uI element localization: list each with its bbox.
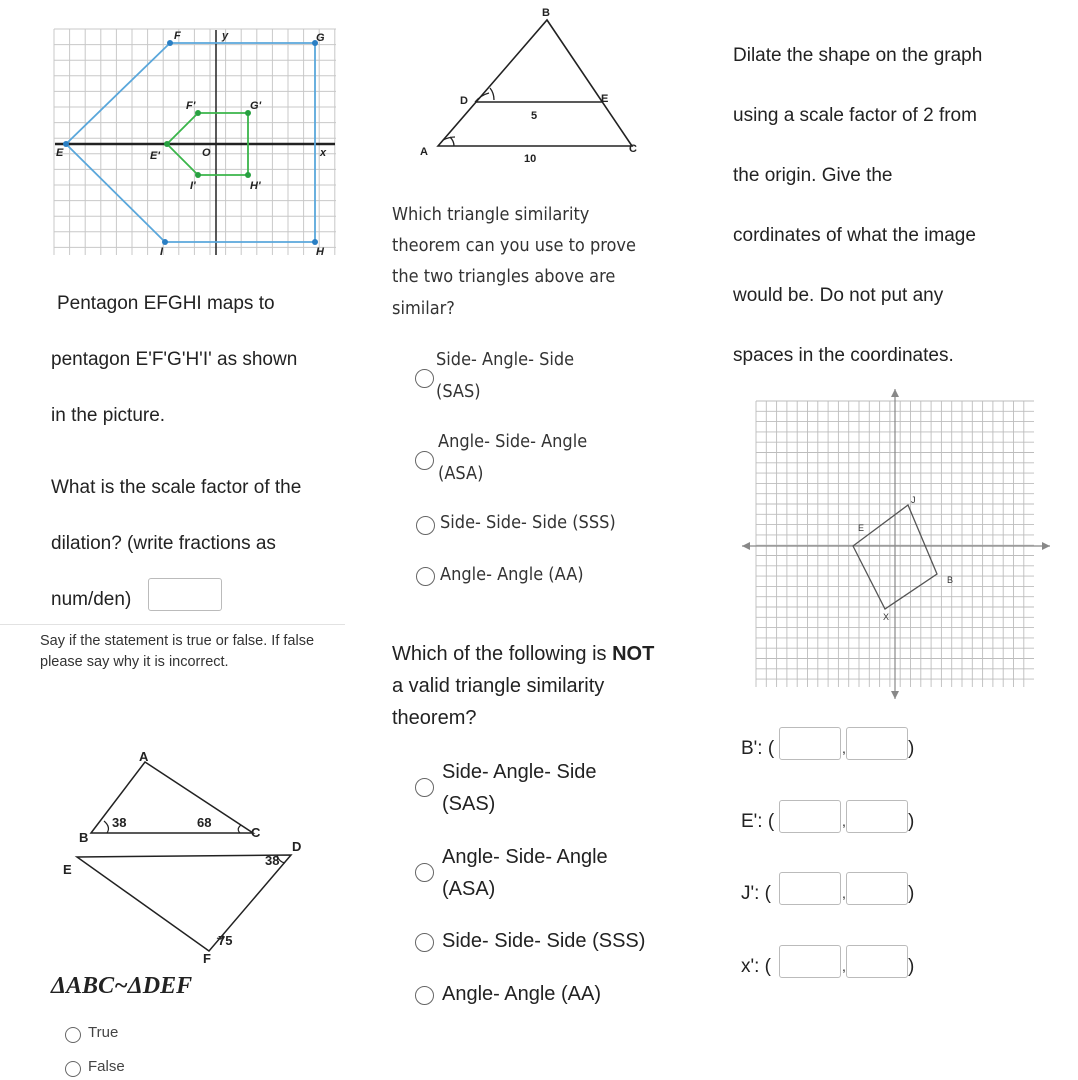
label-I: I (160, 246, 164, 258)
e-prime-x-input[interactable] (779, 800, 841, 833)
label-x: x (320, 147, 327, 159)
b-prime-close: ) (908, 738, 915, 759)
label-D: D (292, 839, 302, 854)
scale-factor-input[interactable] (148, 578, 222, 611)
q5-question-pre: Which of the following is (392, 643, 613, 665)
label-I-prime: I' (190, 180, 196, 192)
q2-option-sas-line1: Side- Angle- Side (436, 349, 575, 370)
q2-option-sss-radio[interactable] (416, 516, 435, 535)
b-prime-y-input[interactable] (846, 727, 908, 760)
label-F-prime: F' (186, 100, 196, 112)
true-label: True (88, 1024, 119, 1041)
angle-D-value: 38 (265, 853, 280, 868)
j-prime-label: J': ( (741, 883, 772, 904)
label-D: D (460, 95, 468, 107)
triangles-abc-def (55, 745, 325, 970)
q2-question-line4: similar? (392, 298, 455, 319)
e-prime-comma: , (842, 813, 846, 829)
q3-text-line2: using a scale factor of 2 from (733, 105, 977, 126)
q5-option-aa-label: Angle- Angle (AA) (442, 983, 601, 1005)
q1-text-line2: pentagon E'F'G'H'I' as shown (51, 349, 298, 370)
q4-instructions: Say if the statement is true or false. If false please say why it is incorrect. (40, 633, 315, 670)
label-H-prime: H' (250, 180, 261, 192)
label-E: E (858, 523, 865, 533)
e-prime-close: ) (908, 811, 915, 832)
x-prime-comma: , (842, 958, 846, 974)
label-B: B (542, 7, 550, 19)
q2-option-asa-line1: Angle- Side- Angle (438, 431, 588, 452)
quadrilateral-graph (740, 385, 1055, 705)
x-prime-x-input[interactable] (779, 945, 841, 978)
x-prime-close: ) (908, 956, 915, 977)
q2-option-sss-label: Side- Side- Side (SSS) (440, 512, 616, 533)
q1-text-line6: num/den) (51, 589, 132, 610)
label-y: y (222, 30, 229, 42)
j-prime-x-input[interactable] (779, 872, 841, 905)
q2-option-sas-line2: (SAS) (436, 381, 481, 402)
label-E-prime: E' (150, 150, 160, 162)
x-prime-y-input[interactable] (846, 945, 908, 978)
false-label: False (88, 1058, 125, 1075)
q3-text-line5: would be. Do not put any (733, 285, 944, 306)
q2-option-sas-radio[interactable] (415, 369, 434, 388)
q1-text-line3: in the picture. (51, 405, 166, 426)
true-radio[interactable] (65, 1027, 81, 1043)
pentagon-graph (50, 25, 340, 260)
x-prime-label: x': ( (741, 956, 772, 977)
label-X: X (883, 612, 890, 622)
q3-text-line6: spaces in the coordinates. (733, 345, 954, 366)
q5-option-asa-radio[interactable] (415, 863, 434, 882)
similarity-statement: ΔABC~ΔDEF (51, 973, 193, 999)
j-prime-close: ) (908, 883, 915, 904)
j-prime-comma: , (842, 885, 846, 901)
q1-text-line4: What is the scale factor of the (51, 477, 302, 498)
label-B: B (79, 830, 89, 845)
q3-text-line4: cordinates of what the image (733, 225, 976, 246)
segment-de-length: 5 (531, 110, 538, 122)
q5-option-sas-line2: (SAS) (442, 793, 496, 815)
label-O: O (202, 147, 211, 159)
e-prime-label: E': ( (741, 811, 775, 832)
label-F: F (174, 30, 181, 42)
label-H: H (316, 246, 324, 258)
false-radio[interactable] (65, 1061, 81, 1077)
label-A: A (139, 749, 149, 764)
q5-option-sas-line1: Side- Angle- Side (442, 761, 597, 783)
angle-F-value: 75 (218, 933, 233, 948)
label-G-prime: G' (250, 100, 262, 112)
b-prime-label: B': ( (741, 738, 775, 759)
q3-text-line3: the origin. Give the (733, 165, 893, 186)
label-G: G (316, 32, 325, 44)
q2-question-line3: the two triangles above are (392, 266, 616, 287)
e-prime-y-input[interactable] (846, 800, 908, 833)
segment-ac-length: 10 (524, 153, 537, 165)
q5-question-line3: theorem? (392, 707, 477, 729)
label-E: E (56, 147, 64, 159)
q2-option-asa-line2: (ASA) (438, 463, 484, 484)
q5-option-asa-line1: Angle- Side- Angle (442, 846, 608, 868)
q2-question-line2: theorem can you use to prove (392, 235, 636, 256)
angle-B-value: 38 (112, 815, 127, 830)
divider (0, 624, 345, 625)
label-F: F (203, 951, 211, 966)
q1-text-line5: dilation? (write fractions as (51, 533, 276, 554)
q5-option-asa-line2: (ASA) (442, 878, 496, 900)
q2-question-line1: Which triangle similarity (392, 204, 590, 225)
b-prime-x-input[interactable] (779, 727, 841, 760)
q3-text-line1: Dilate the shape on the graph (733, 45, 983, 66)
label-E: E (601, 93, 609, 105)
label-C: C (251, 825, 261, 840)
q2-option-aa-radio[interactable] (416, 567, 435, 586)
q5-question-bold: NOT (612, 643, 655, 665)
b-prime-comma: , (842, 740, 846, 756)
j-prime-y-input[interactable] (846, 872, 908, 905)
angle-C-value: 68 (197, 815, 212, 830)
label-C: C (629, 143, 637, 155)
triangle-abc-de (410, 0, 650, 175)
q2-option-aa-label: Angle- Angle (AA) (440, 564, 584, 585)
q5-question-line2: a valid triangle similarity (392, 675, 605, 697)
label-A: A (420, 146, 428, 158)
q5-option-sss-label: Side- Side- Side (SSS) (442, 930, 646, 952)
q1-text-line1: Pentagon EFGHI maps to (57, 293, 275, 314)
label-B: B (947, 575, 954, 585)
q5-option-aa-radio[interactable] (415, 986, 434, 1005)
q2-option-asa-radio[interactable] (415, 451, 434, 470)
q5-question-line1 (392, 643, 654, 666)
q5-option-sss-radio[interactable] (415, 933, 434, 952)
label-E: E (63, 862, 72, 877)
label-J: J (911, 495, 916, 505)
q5-option-sas-radio[interactable] (415, 778, 434, 797)
